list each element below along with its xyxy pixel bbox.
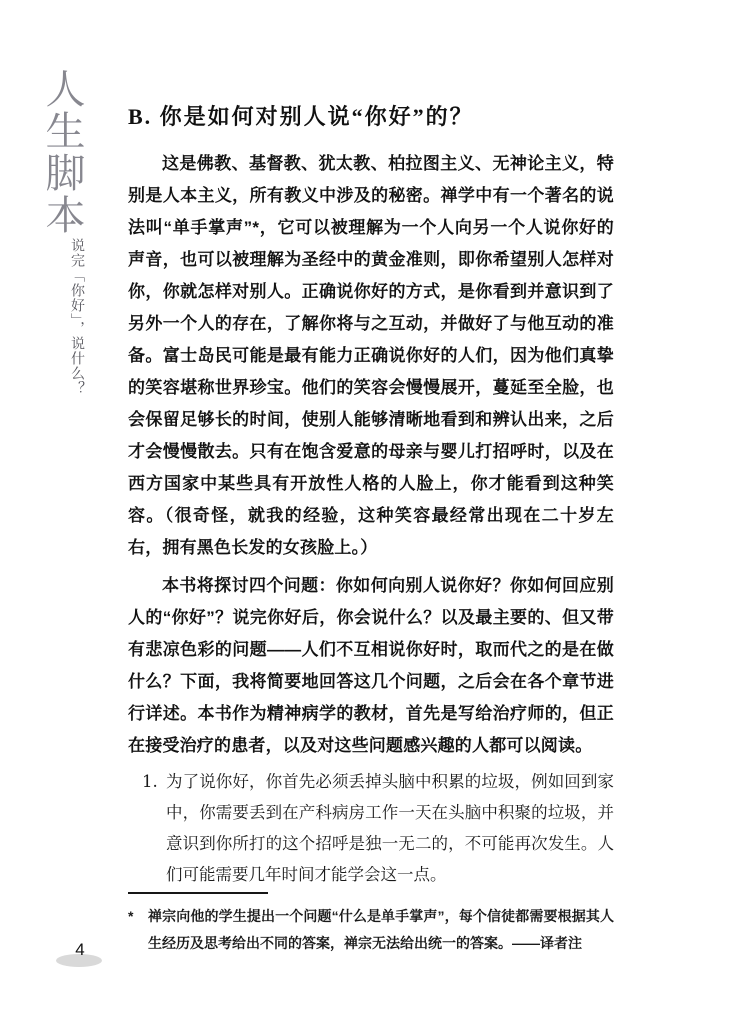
numbered-list — [128, 766, 614, 890]
book-title-vertical-calligraphy: 人生脚本 — [39, 68, 85, 236]
list-item-marker: 1. — [142, 772, 158, 791]
list-item — [128, 766, 614, 890]
page-number-area — [56, 940, 104, 970]
book-subtitle-vertical: 说完「你好」，说什么？ — [69, 238, 85, 396]
main-text-column — [128, 100, 614, 890]
paragraph-1: 这是佛教、基督教、犹太教、柏拉图主义、无神论主义，特别是人本主义，所有教义中涉及的秘密。禅学中有一个著名的说法叫“单手掌声”*，它可以被理解为一个人向另一个人说你好的声音，也可以被理解为圣经中的黄金准则，即你希望别人怎样对你，你就怎样对别人。正确说你好的方式，是你看到并意识到了另外一个人的存在，了解你将与之互动，并做好了与他互动的准备。富士岛民可能是最有能力正确说你好的人们，因为他们真挚的笑容堪称世界珍宝。他们的笑容会慢慢展开，蔓延至全脸，也会保留足够长的时间，使别人能够清晰地看到和辨认出来，之后才会慢慢散去。只有在饱含爱意的母亲与婴儿打招呼时，以及在西方国家中某些具有开放性人格的人脸上，你才能看到这种笑容。（很奇怪，就我的经验，这种笑容最经常出现在二十岁左右，拥有黑色长发的女孩脸上。） — [128, 154, 614, 557]
footnote-text: 禅宗向他的学生提出一个问题“什么是单手掌声”，每个信徒都需要根据其人生经历及思考给出不同的答案，禅宗无法给出统一的答案。——译者注 — [148, 908, 614, 951]
page-number: 4 — [75, 940, 85, 959]
list-item-text: 为了说你好，你首先必须丢掉头脑中积累的垃圾，例如回到家中，你需要丢到在产科病房工作一天在头脑中积聚的垃圾，并意识到你所打的这个招呼是独一无二的，不可能再次发生。人们可能需要几年时间才能学会这一点。 — [166, 772, 614, 884]
footnote — [128, 903, 614, 957]
section-heading: B. 你是如何对别人说“你好”的？ — [128, 104, 474, 129]
paragraph-2: 本书将探讨四个问题：你如何向别人说你好？你如何回应别人的“你好”？说完你好后，你会说什么？以及最主要的、但又带有悲凉色彩的问题——人们不互相说你好时，取而代之的是在做什么？下面，我将简要地回答这几个问题，之后会在各个章节进行详述。本书作为精神病学的教材，首先是写给治疗师的，但正在接受治疗的患者，以及对这些问题感兴趣的人都可以阅读。 — [128, 576, 614, 755]
footnote-divider — [128, 892, 268, 894]
footnote-block — [128, 892, 614, 957]
footnote-asterisk-marker: * — [128, 908, 134, 924]
